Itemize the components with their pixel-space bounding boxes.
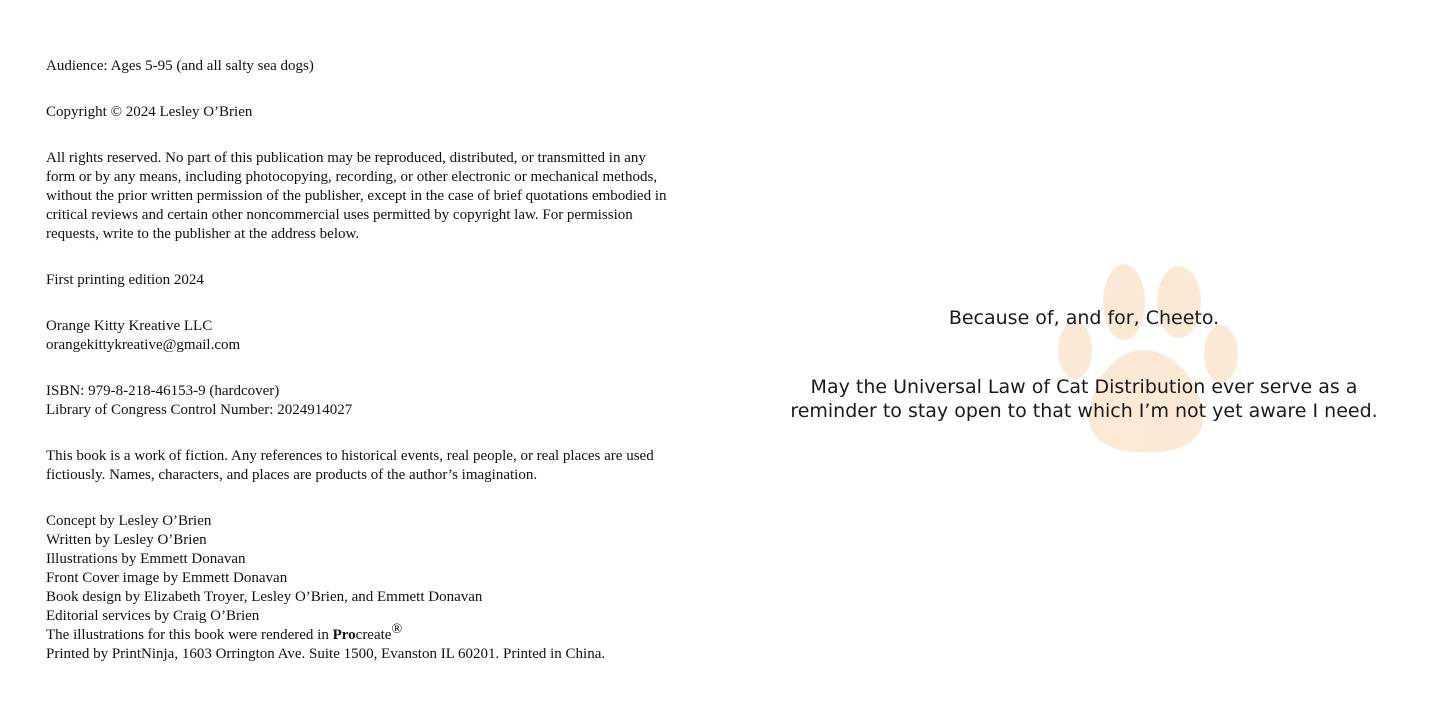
publisher-block [46,317,686,355]
dedication-line-cheeto: Because of, and for, Cheeto. [948,307,1220,329]
illustrations-prefix: The illustrations for this book were rendered in [46,627,333,643]
paw-print-icon [1045,262,1245,458]
printer-line: Printed by PrintNinja, 1603 Orrington Ave. Suite 1500, Evanston IL 60201. Printed in China. [46,646,606,662]
procreate-bold-part: Pro [332,627,356,643]
dedication-line-2a: May the Universal Law of Cat Distribution ever serve as a [810,376,1358,398]
copyright-text: Copyright © 2024 Lesley O’Brien [46,104,253,120]
credits-block [46,512,686,664]
credit-line: Illustrations by Emmett Donavan [46,551,246,567]
audience-text: Audience: Ages 5-95 (and all salty sea dogs) [46,58,314,74]
publisher-email: orangekittykreative@gmail.com [46,337,241,353]
procreate-rest-part: create [355,627,392,643]
fiction-disclaimer: This book is a work of fiction. Any references to historical events, real people, or real places are used fictiously. Names, characters, and places are products of the author’s imagination. [46,448,654,483]
lccn-text: Library of Congress Control Number: 2024914027 [46,402,353,418]
dedication-universal-law [723,375,1445,423]
registered-mark: ® [391,622,403,637]
rights-text: All rights reserved. No part of this publication may be reproduced, distributed, or transmitted in any form or by any means, including photocopying, recording, or other electronic or mechanical methods, without the prior written permission of the publisher, except in the case of brief quotations embodied in critical reviews and certain other noncommercial uses permitted by copyright law. For permission requests, write to the publisher at the address below. [46,150,667,242]
isbn-text: ISBN: 979-8-218-46153-9 (hardcover) [46,383,280,399]
credit-line: Front Cover image by Emmett Donavan [46,570,288,586]
credit-line: Editorial services by Craig O’Brien [46,608,260,624]
credit-line: Book design by Elizabeth Troyer, Lesley O’Brien, and Emmett Donavan [46,589,483,605]
dedication-page [723,0,1445,723]
dedication-line-2b: reminder to stay open to that which I’m not yet aware I need. [790,400,1378,422]
copyright-page [46,57,686,664]
illustrations-software-line [46,622,686,645]
first-printing-text: First printing edition 2024 [46,272,204,288]
publisher-name: Orange Kitty Kreative LLC [46,318,213,334]
isbn-block [46,382,686,420]
credit-line: Written by Lesley O’Brien [46,532,207,548]
credit-line: Concept by Lesley O’Brien [46,513,212,529]
